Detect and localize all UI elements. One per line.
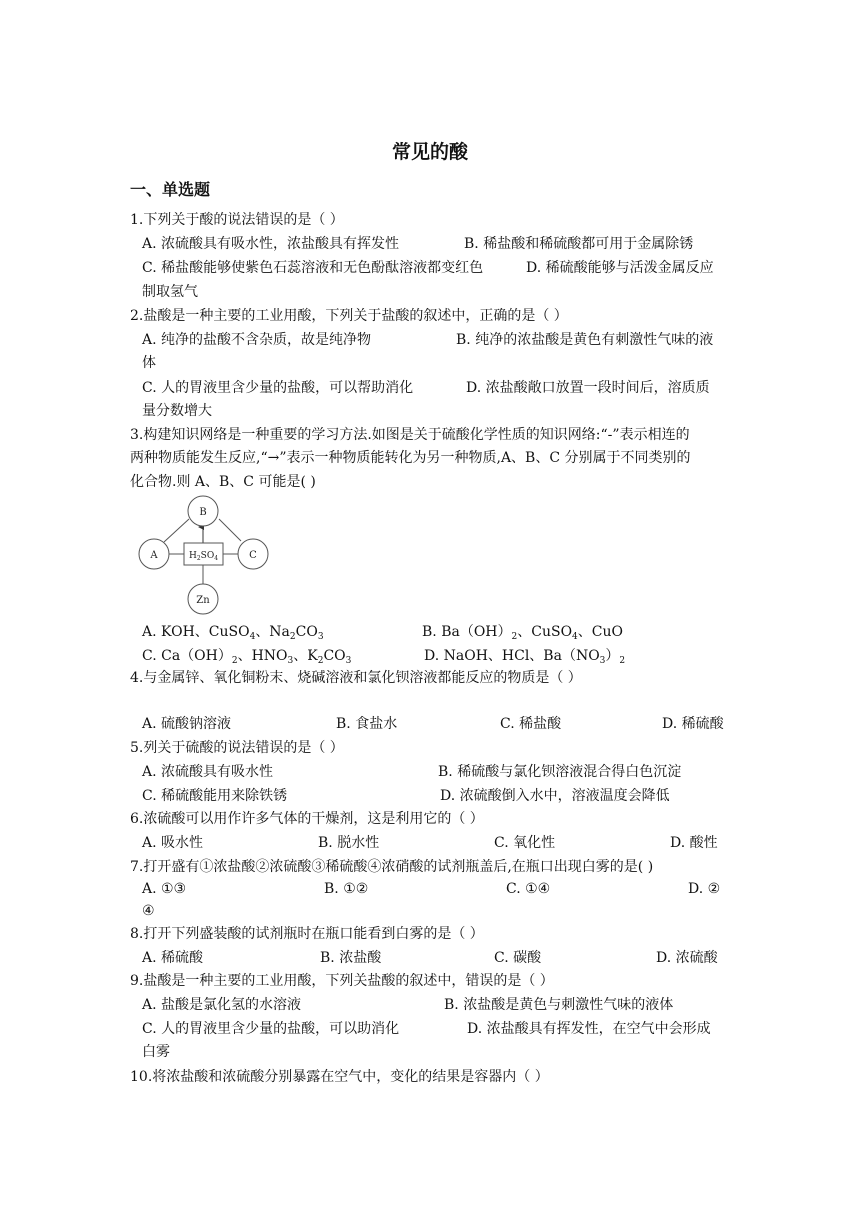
connector-b-a [164, 519, 189, 542]
question-7-option-d: D. ② [688, 881, 721, 897]
question-5-option-c: C. 稀硫酸能用来除铁锈 [142, 788, 288, 804]
question-4-option-c: C. 稀盐酸 [500, 716, 562, 732]
node-c-label: C [249, 550, 257, 561]
question-2-option-c: C. 人的胃液里含少量的盐酸，可以帮助消化 [142, 380, 414, 396]
question-5-stem: 5.列关于硫酸的说法错误的是（ ） [130, 740, 344, 756]
question-6-option-b: B. 脱水性 [318, 835, 380, 851]
question-4-option-b: B. 食盐水 [336, 716, 398, 732]
question-4-option-d: D. 稀硫酸 [662, 716, 724, 732]
question-2-option-b: B. 纯净的浓盐酸是黄色有刺激性气味的液 [456, 332, 714, 348]
question-3-stem-line-1: 3.构建知识网络是一种重要的学习方法.如图是关于硫酸化学性质的知识网络:“-”表示相连的 [130, 427, 690, 443]
question-5-option-a: A. 浓硫酸具有吸水性 [142, 764, 274, 780]
question-1-option-d-continued: 制取氢气 [142, 284, 198, 300]
question-5-option-d: D. 浓硫酸倒入水中，溶液温度会降低 [440, 788, 670, 804]
question-7-stem: 7.打开盛有①浓盐酸②浓硫酸③稀硫酸④浓硝酸的试剂瓶盖后,在瓶口出现白雾的是( ) [130, 859, 654, 875]
question-4-stem: 4.与金属锌、氧化铜粉末、烧碱溶液和氯化钡溶液都能反应的物质是（ ） [130, 670, 582, 686]
question-9-option-a: A. 盐酸是氯化氢的水溶液 [142, 997, 302, 1013]
node-h2so4-label: $H_2SO_4$ [188, 551, 219, 562]
section-heading: 一、单选题 [130, 180, 211, 199]
question-8-option-d: D. 浓硫酸 [656, 950, 718, 966]
question-7-option-c: C. ①④ [506, 881, 551, 897]
question-7-option-b: B. ①② [324, 881, 369, 897]
question-8-option-a: A. 稀硫酸 [142, 950, 204, 966]
question-3-option-d: D. NaOH、HCl、$Ba(NO_3)_2$ [424, 648, 626, 666]
question-3-stem-line-2: 两种物质能发生反应,“→”表示一种物质能转化为另一种物质,A、B、C 分别属于不同类别的 [130, 450, 691, 466]
question-1-stem: 1.下列关于酸的说法错误的是（ ） [130, 212, 344, 228]
question-4-option-a: A. 硫酸钠溶液 [142, 716, 232, 732]
question-8-option-c: C. 碳酸 [494, 950, 542, 966]
question-6-option-a: A. 吸水性 [142, 835, 204, 851]
connector-b-c [219, 519, 241, 541]
question-1-option-a: A. 浓硫酸具有吸水性，浓盐酸具有挥发性 [142, 236, 400, 252]
question-6-stem: 6.浓硫酸可以用作许多气体的干燥剂，这是利用它的（ ） [130, 811, 484, 827]
question-6-option-d: D. 酸性 [670, 835, 718, 851]
question-9-option-d: D. 浓盐酸具有挥发性，在空气中会形成 [467, 1021, 711, 1037]
question-2-option-d: D. 浓盐酸敞口放置一段时间后，溶质质 [466, 380, 710, 396]
question-9-option-c: C. 人的胃液里含少量的盐酸，可以助消化 [142, 1021, 400, 1037]
question-2-option-a: A. 纯净的盐酸不含杂质，故是纯净物 [142, 332, 372, 348]
question-9-option-b: B. 浓盐酸是黄色与刺激性气味的液体 [444, 997, 674, 1013]
question-10-stem: 10.将浓盐酸和浓硫酸分别暴露在空气中，变化的结果是容器内（ ） [130, 1069, 549, 1085]
question-9-stem: 9.盐酸是一种主要的工业用酸，下列关盐酸的叙述中，错误的是（ ） [130, 973, 554, 989]
question-3-stem-line-3: 化合物.则 A、B、C 可能是( ) [130, 474, 316, 490]
question-8-option-b: B. 浓盐酸 [320, 950, 382, 966]
question-1-option-b: B. 稀盐酸和稀硫酸都可用于金属除锈 [464, 236, 694, 252]
question-3-option-c: C. $Ca(OH)_2$、$HNO_3$、$K_2CO_3$ [142, 648, 352, 666]
question-2-option-b-continued: 体 [142, 355, 156, 371]
question-5-option-b: B. 稀硫酸与氯化钡溶液混合得白色沉淀 [438, 764, 682, 780]
question-7-option-a: A. ①③ [142, 881, 187, 897]
node-b-label: B [199, 507, 207, 518]
question-2-stem: 2.盐酸是一种主要的工业用酸，下列关于盐酸的叙述中，正确的是（ ） [130, 308, 568, 324]
question-1-option-d: D. 稀硫酸能够与活泼金属反应 [526, 260, 714, 276]
question-3-option-a: A. KOH、CuSO$_4$、$Na_2CO_3$ [142, 624, 324, 642]
node-a-label: A [150, 550, 158, 561]
page-title: 常见的酸 [391, 141, 468, 163]
question-7-option-d-continued: ④ [142, 903, 155, 919]
question-6-option-c: C. 氧化性 [494, 835, 556, 851]
question-2-option-d-continued: 量分数增大 [142, 403, 212, 419]
question-3-option-b: B. $Ba(OH)_2$、CuSO$_4$、CuO [422, 624, 623, 642]
sulfuric-acid-knowledge-network-diagram [134, 492, 274, 617]
question-9-option-d-continued: 白雾 [142, 1044, 170, 1060]
node-zn-label: Zn [196, 595, 210, 606]
question-1-option-c: C. 稀盐酸能够使紫色石蕊溶液和无色酚酞溶液都变红色 [142, 260, 484, 276]
question-8-stem: 8.打开下列盛装酸的试剂瓶时在瓶口能看到白雾的是（ ） [130, 926, 484, 942]
